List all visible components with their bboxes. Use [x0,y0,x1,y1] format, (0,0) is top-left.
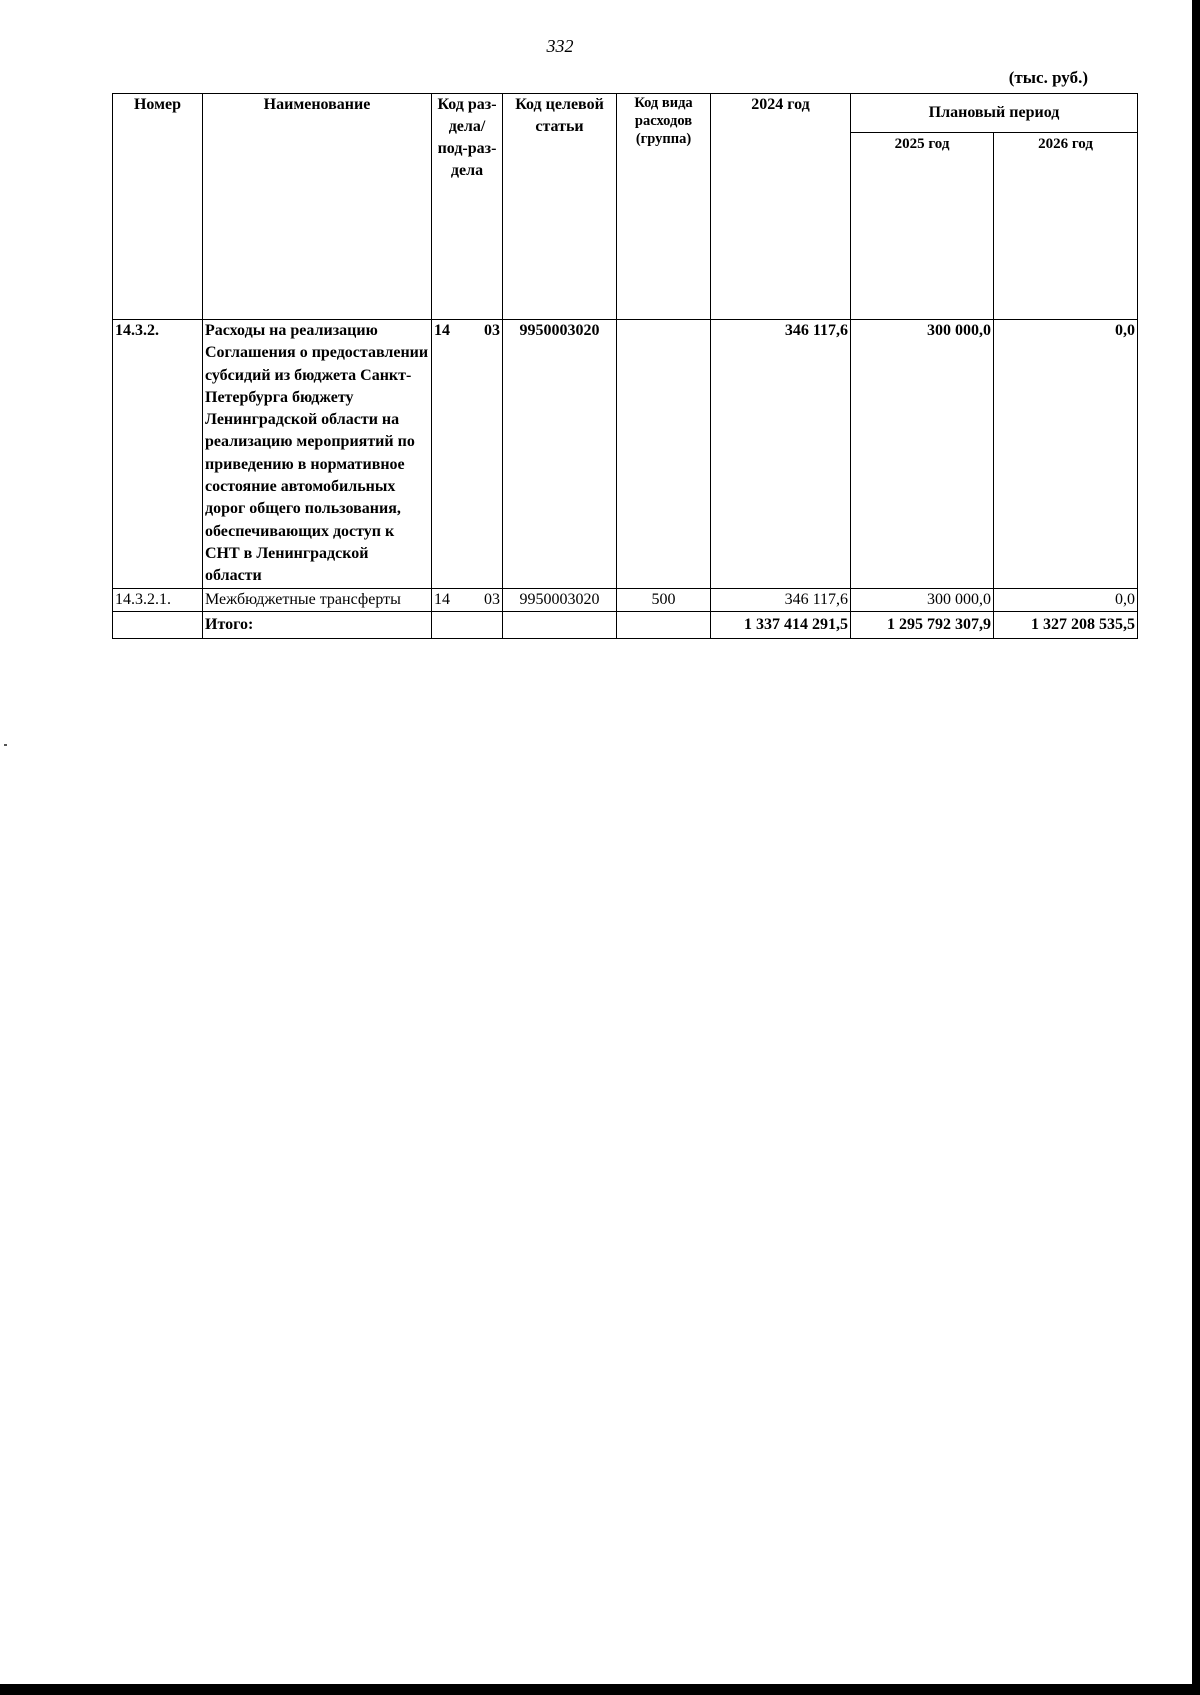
total-empty-cell [432,611,503,638]
header-plan-period: Плановый период [851,94,1138,133]
subsection-code: 03 [484,590,500,608]
row-section-code [432,320,503,589]
row-value-2024: 346 117,6 [711,588,851,611]
row-value-2026: 0,0 [994,320,1138,589]
row-target-code: 9950003020 [503,588,617,611]
header-name: Наименование [203,94,432,320]
total-row [113,611,1138,638]
total-value-2026: 1 327 208 535,5 [994,611,1138,638]
section-code: 14 [434,590,450,608]
row-expense-code: 500 [617,588,711,611]
header-year-2026: 2026 год [994,133,1138,320]
units-label: (тыс. руб.) [1008,68,1088,87]
table-row [113,320,1138,589]
header-target-code: Код целевой статьи [503,94,617,320]
total-value-2025: 1 295 792 307,9 [851,611,994,638]
scan-speck [4,744,7,746]
row-number: 14.3.2. [113,320,203,589]
header-expense-type-code: Код вида расходов (группа) [617,94,711,320]
total-value-2024: 1 337 414 291,5 [711,611,851,638]
header-year-2025: 2025 год [851,133,994,320]
row-value-2024: 346 117,6 [711,320,851,589]
total-empty-cell [617,611,711,638]
row-name: Межбюджетные трансферты [203,588,432,611]
row-section-code [432,588,503,611]
total-label: Итого: [203,611,432,638]
total-empty-cell [503,611,617,638]
table-row [113,588,1138,611]
header-year-2024: 2024 год [711,94,851,320]
row-value-2025: 300 000,0 [851,320,994,589]
row-expense-code [617,320,711,589]
scan-border-bottom [0,1684,1200,1695]
header-section-code: Код раз-дела/ под-раз-дела [432,94,503,320]
subsection-code: 03 [484,322,500,339]
row-value-2025: 300 000,0 [851,588,994,611]
header-number: Номер [113,94,203,320]
scan-border-right [1192,0,1200,1695]
budget-table [112,93,1138,639]
row-value-2026: 0,0 [994,588,1138,611]
page-number: 332 [546,36,574,56]
section-code: 14 [434,322,450,339]
row-name: Расходы на реализацию Соглашения о предоставлении субсидий из бюджета Санкт-Петербурга бюджету Ленинградской области на реализацию мероприятий по приведению в нормативное состояние автомобильных дорог общего пользования, обеспечивающих доступ к СНТ в Ленинградской области [203,320,432,589]
row-number: 14.3.2.1. [113,588,203,611]
total-number-cell [113,611,203,638]
header-row [113,94,1138,133]
row-target-code: 9950003020 [503,320,617,589]
